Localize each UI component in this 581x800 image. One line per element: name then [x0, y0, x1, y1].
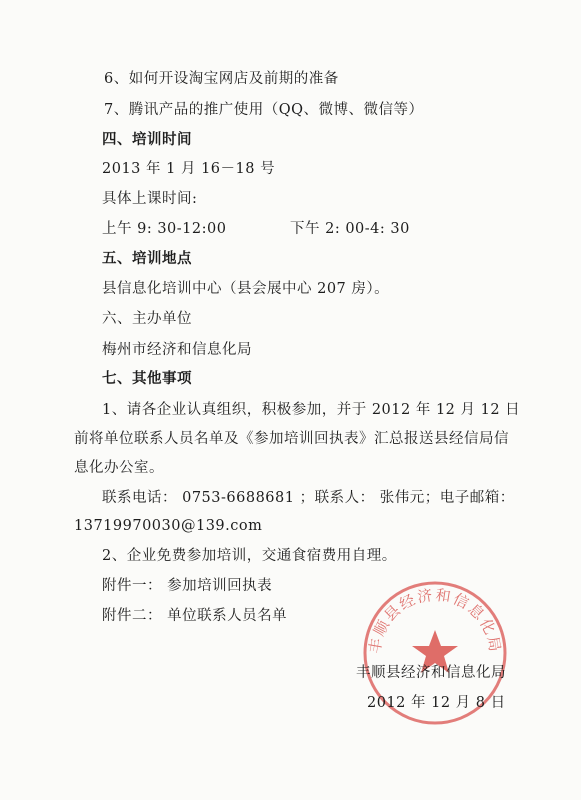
notice-para-1-line-2: 前将单位联系人员名单及《参加培训回执表》汇总报送县经信局信 [74, 431, 509, 447]
contact-email: 13719970030@139.com [74, 518, 263, 534]
section-4-heading: 四、培训时间 [102, 132, 192, 148]
morning-time: 上午 9: 30-12:00 [102, 221, 227, 237]
issuer-name: 丰顺县经济和信息化局 [356, 665, 506, 681]
svg-text:丰顺县经济和信息化局: 丰顺县经济和信息化局 [365, 585, 505, 655]
section-5-heading: 五、培训地点 [102, 251, 192, 267]
notice-para-1-line-1: 1、请各企业认真组织，积极参加，并于 2012 年 12 月 12 日 [102, 402, 521, 418]
training-date: 2013 年 1 月 16－18 号 [102, 161, 276, 177]
schedule-label: 具体上课时间: [102, 191, 198, 207]
section-7-heading: 七、其他事项 [102, 371, 192, 387]
notice-para-1-line-3: 息化办公室。 [74, 460, 164, 476]
attachment-2: 附件二： 单位联系人员名单 [102, 608, 288, 624]
training-location: 县信息化培训中心（县会展中心 207 房）。 [102, 281, 390, 297]
item-6: 6、如何开设淘宝网店及前期的准备 [104, 71, 339, 87]
item-7: 7、腾讯产品的推广使用（QQ、微博、微信等） [104, 102, 424, 118]
section-6-heading: 六、主办单位 [102, 311, 192, 327]
afternoon-time: 下午 2: 00-4: 30 [290, 221, 410, 237]
contact-info-line-1: 联系电话： 0753-6688681 ；联系人： 张伟元；电子邮箱： [102, 490, 515, 506]
issue-date: 2012 年 12 月 8 日 [367, 695, 506, 711]
organizer: 梅州市经济和信息化局 [102, 342, 252, 358]
attachment-1: 附件一： 参加培训回执表 [102, 578, 273, 594]
notice-para-2: 2、企业免费参加培训，交通食宿费用自理。 [102, 548, 397, 564]
